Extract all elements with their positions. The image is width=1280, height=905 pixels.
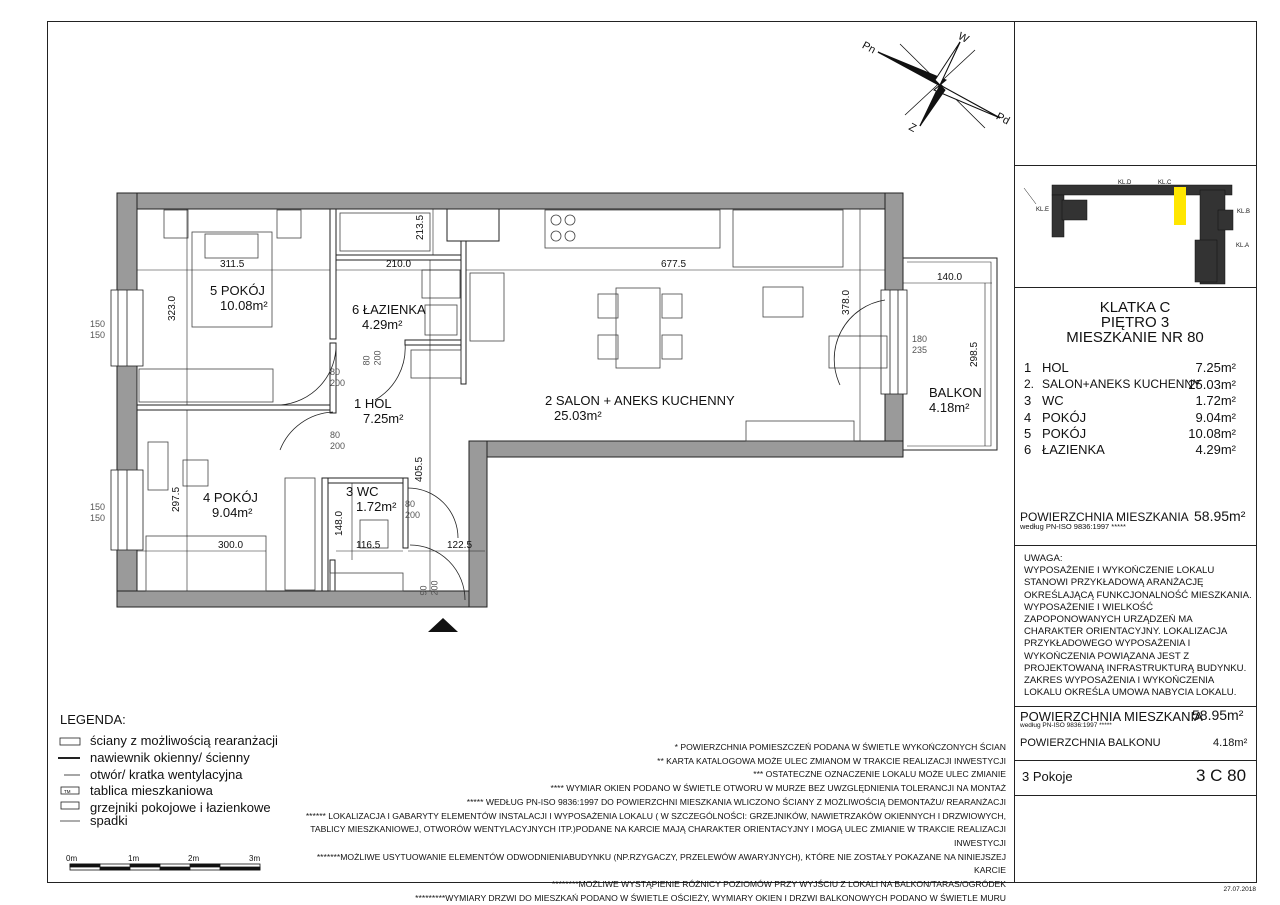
room-number: 2 — [545, 393, 553, 408]
room-list-name: POKÓJ — [1042, 426, 1087, 441]
window-size-2: 150 150 — [90, 502, 106, 523]
footnote: *******MOŻLIWE USYTUOWANIE ELEMENTÓW ODWODNIENIABUDYNKU (NP.RZYGACZY, PRZELEWÓW AWARYJNYCH), KTÓRE NIE ZOSTAŁY POKAZANE NA NINIEJSZEJ KARCIE — [316, 851, 1006, 876]
dim-text: 378.0 — [841, 289, 853, 316]
footnote: ***** WEDŁUG PN-ISO 9836:1997 DO POWIERZCHNI MIESZKANIA WLICZONO ŚCIANY Z MOŻLIWOŚCIĄ DEMONTAŻU/ REARANŻACJI — [466, 796, 1006, 807]
apartment-header — [1040, 300, 1230, 345]
footnote: **** WYMIAR OKIEN PODANO W ŚWIETLE OTWORU W MURZE BEZ UWZGLĘDNIENIA TOLERANCJI NA MONTAŻ — [550, 783, 1006, 794]
room-list-area: 7.25m² — [1195, 360, 1236, 375]
keyplan-label-b: KL.B — [1237, 209, 1251, 215]
disclaimer-title: UWAGA: — [1024, 553, 1063, 564]
balcony-area-label: POWIERZCHNIA BALKONU — [1020, 737, 1161, 749]
room-area: 25.03m² — [554, 408, 602, 423]
dim-text: 405.5 — [414, 456, 426, 483]
room-list-num: 6 — [1024, 442, 1032, 457]
footnote: *** OSTATECZNE OZNACZENIE LOKALU MOŻE ULEC ZMIANIE — [753, 769, 1006, 780]
room-count: 3 Pokoje — [1022, 769, 1073, 784]
room-label-6 — [352, 302, 426, 332]
legend-item: tablica mieszkaniowa — [90, 783, 213, 798]
room-label-balkon — [929, 385, 982, 415]
apartment-code: 3 C 80 — [1196, 766, 1247, 785]
room-name: SALON + ANEKS KUCHENNY — [555, 393, 735, 408]
compass-label-e: W — [955, 30, 971, 46]
footnote: ****** LOKALIZACJA I GABARYTY ELEMENTÓW INSTALACJI I WYPOSAŻENIA LOKALU ( W SZCZEGÓLNOŚCI: GRZEJNIKÓW, NAWIETRZAKÓW OKIENNYCH I DRZWIOWYCH, — [305, 810, 1006, 821]
room-list-area: 25.03m² — [1188, 377, 1236, 392]
dim-text: 210.0 — [386, 259, 412, 270]
room-list-name: ŁAZIENKA — [1042, 442, 1105, 457]
room-area: 4.29m² — [362, 317, 403, 332]
dim-text: 122.5 — [447, 540, 473, 551]
scale-label: 1m — [128, 854, 140, 863]
room-name: BALKON — [929, 385, 982, 400]
apartment-number: MIESZKANIE NR 80 — [1066, 329, 1204, 346]
compass-label-w: Pd — [993, 110, 1012, 128]
furniture-outlines — [139, 210, 887, 591]
room-list-name: HOL — [1042, 360, 1069, 375]
room-name: POKÓJ — [220, 283, 265, 298]
balcony-door-size: 180 235 — [912, 334, 928, 355]
room-number: 6 — [352, 302, 360, 317]
room-list-area: 1.72m² — [1195, 393, 1236, 408]
dim-text: 116.5 — [356, 540, 381, 551]
dim-text: 140.0 — [937, 272, 963, 283]
footnote: ********MOŻLIWE WYSTĄPIENIE RÓŻNICY POZIOMÓW PRZY WYJŚCIU Z LOKALI NA BALKON/TARAS/OGRÓDEK — [551, 879, 1006, 890]
room-list-num: 3 — [1024, 393, 1032, 408]
scale-bar — [70, 864, 260, 870]
document-date: 27.07.2018 — [1223, 886, 1256, 893]
scale-label: 0m — [66, 854, 78, 863]
legend-title: LEGENDA: — [60, 712, 126, 727]
dim-text: 148.0 — [334, 510, 346, 537]
room-list-num: 1 — [1024, 360, 1032, 375]
door-size-6: 90 200 — [418, 580, 440, 596]
footnotes — [300, 741, 1006, 905]
room-list-num: 4 — [1024, 410, 1032, 425]
summary-area-norm: według PN-ISO 9836:1997 ***** — [1020, 722, 1112, 729]
room-name: HOL — [364, 396, 392, 411]
footnote: ** KARTA KATALOGOWA MOŻE ULEC ZMIANOM W TRAKCIE REALIZACJI INWESTYCJI — [657, 755, 1006, 766]
room-list-area: 10.08m² — [1188, 426, 1236, 441]
room-area: 7.25m² — [363, 411, 404, 426]
dim-text: 297.5 — [171, 486, 183, 513]
room-number: 1 — [354, 396, 362, 411]
room-list-name: POKÓJ — [1042, 410, 1087, 425]
dim-text: 213.5 — [415, 214, 427, 241]
disclaimer — [1024, 553, 1252, 699]
room-list-name: WC — [1042, 393, 1064, 408]
scale-label: 3m — [249, 854, 261, 863]
footnote: TABLICY MIESZKANIOWEJ, OTWORÓW WENTYLACYJNYCH ITP.)PODANE NA KARCIE MAJĄ CHARAKTER ORIENTACYJNY I MOGĄ ULEC ZMIANIE W TRAKCIE REALIZACJI INWESTYCJI — [310, 824, 1006, 848]
room-area: 9.04m² — [212, 505, 253, 520]
room-label-3 — [346, 484, 396, 514]
legend-item: spadki — [90, 813, 128, 828]
compass-label-s: Z — [906, 121, 919, 135]
keyplan-label-e: KL.E — [1036, 207, 1050, 213]
room-list-name: SALON+ANEKS KUCHENNY — [1042, 377, 1202, 391]
total-area-value: 58.95m² — [1194, 508, 1246, 524]
compass-label-n: Pn — [859, 39, 878, 57]
legend-symbols — [58, 738, 80, 821]
room-name: WC — [356, 484, 379, 499]
footnote: * POWIERZCHNIA POMIESZCZEŃ PODANA W ŚWIETLE WYKOŃCZONYCH ŚCIAN — [674, 742, 1006, 752]
room-area: 4.18m² — [929, 400, 970, 415]
room-list-area: 4.29m² — [1195, 442, 1236, 457]
scale-label: 2m — [188, 854, 200, 863]
room-number: 4 — [203, 490, 211, 505]
room-number: 5 — [210, 283, 218, 298]
legend-tm-label: TM — [64, 789, 71, 794]
dim-text: 298.5 — [969, 341, 981, 368]
room-area: 1.72m² — [356, 499, 397, 514]
interior-walls — [137, 209, 499, 591]
legend-item: otwór/ kratka wentylacyjna — [90, 767, 243, 782]
door-size-3: 80 200 — [361, 350, 383, 366]
disclaimer-text: WYPOSAŻENIE I WYKOŃCZENIE LOKALU STANOWI PRZYKŁADOWĄ ARANŻACJĘ OKREŚLAJĄCĄ FUNKCJONALNOŚĆ MIESZKANIA. WYPOSAŻENIE I WIELKOŚĆ ZAPOPONOWANYCH URZĄDZEŃ MA CHARAKTER ORIENTACYJNY. LOKALIZACJA PRZYKŁADOWEGO WYPOSAŻENIA I WYKOŃCZENIA POWIĄZANA JEST Z PROJEKTOWANĄ INFRASTRUKTURĄ BUDYNKU. ZAKRES WYPOSAŻENIA I WYKOŃCZENIA LOKALU OKREŚLA UMOWA NABYCIA LOKALU. — [1024, 565, 1252, 699]
legend-item: grzejniki pokojowe i łazienkowe — [90, 800, 271, 815]
legend-item: ściany z możliwością rearanżacji — [90, 733, 278, 748]
keyplan-label-c: KL.C — [1158, 180, 1172, 186]
dim-text: 677.5 — [661, 259, 687, 270]
compass-rose-icon — [878, 42, 1000, 128]
key-plan — [1024, 185, 1233, 284]
room-label-2 — [545, 393, 735, 423]
room-list-num: 2. — [1024, 377, 1035, 391]
dim-text: 311.5 — [220, 259, 245, 270]
door-size-1: 80 200 — [330, 367, 346, 388]
room-label-4 — [203, 490, 258, 520]
door-size-4: 80 200 — [405, 499, 421, 520]
footnote: *********WYMIARY DRZWI DO MIESZKAŃ PODANO W ŚWIETLE OŚCIEŻY, WYMIARY OKIEN I DRZWI BALKONOWYCH PODANO W ŚWIETLE MURU — [415, 892, 1006, 903]
legend-item: nawiewnik okienny/ ścienny — [90, 750, 250, 765]
room-list-num: 5 — [1024, 426, 1032, 441]
total-area-label: POWIERZCHNIA MIESZKANIA — [1020, 510, 1189, 524]
room-label-1 — [354, 396, 403, 426]
keyplan-label-a: KL.A — [1236, 243, 1250, 249]
entrance-arrow-icon — [428, 618, 458, 632]
balcony-area-value: 4.18m² — [1213, 737, 1248, 749]
door-size-2: 80 200 — [330, 430, 346, 451]
window-size-1: 150 150 — [90, 319, 106, 340]
dim-text: 300.0 — [218, 540, 244, 551]
room-label-5 — [210, 283, 268, 313]
keyplan-label-d: KL.D — [1118, 180, 1132, 186]
room-name: ŁAZIENKA — [362, 302, 426, 317]
room-list-area: 9.04m² — [1195, 410, 1236, 425]
room-name: POKÓJ — [213, 490, 258, 505]
dim-text: 323.0 — [167, 295, 179, 322]
floor-label: PIĘTRO 3 — [1100, 314, 1170, 331]
total-area-norm: według PN-ISO 9836:1997 ***** — [1020, 522, 1126, 531]
summary-area-value: 58.95m² — [1192, 707, 1244, 723]
stairwell-label: KLATKA C — [1099, 299, 1171, 316]
room-area: 10.08m² — [220, 298, 268, 313]
summary-area-label: POWIERZCHNIA MIESZKANIA — [1020, 709, 1203, 724]
room-number: 3 — [346, 484, 354, 499]
